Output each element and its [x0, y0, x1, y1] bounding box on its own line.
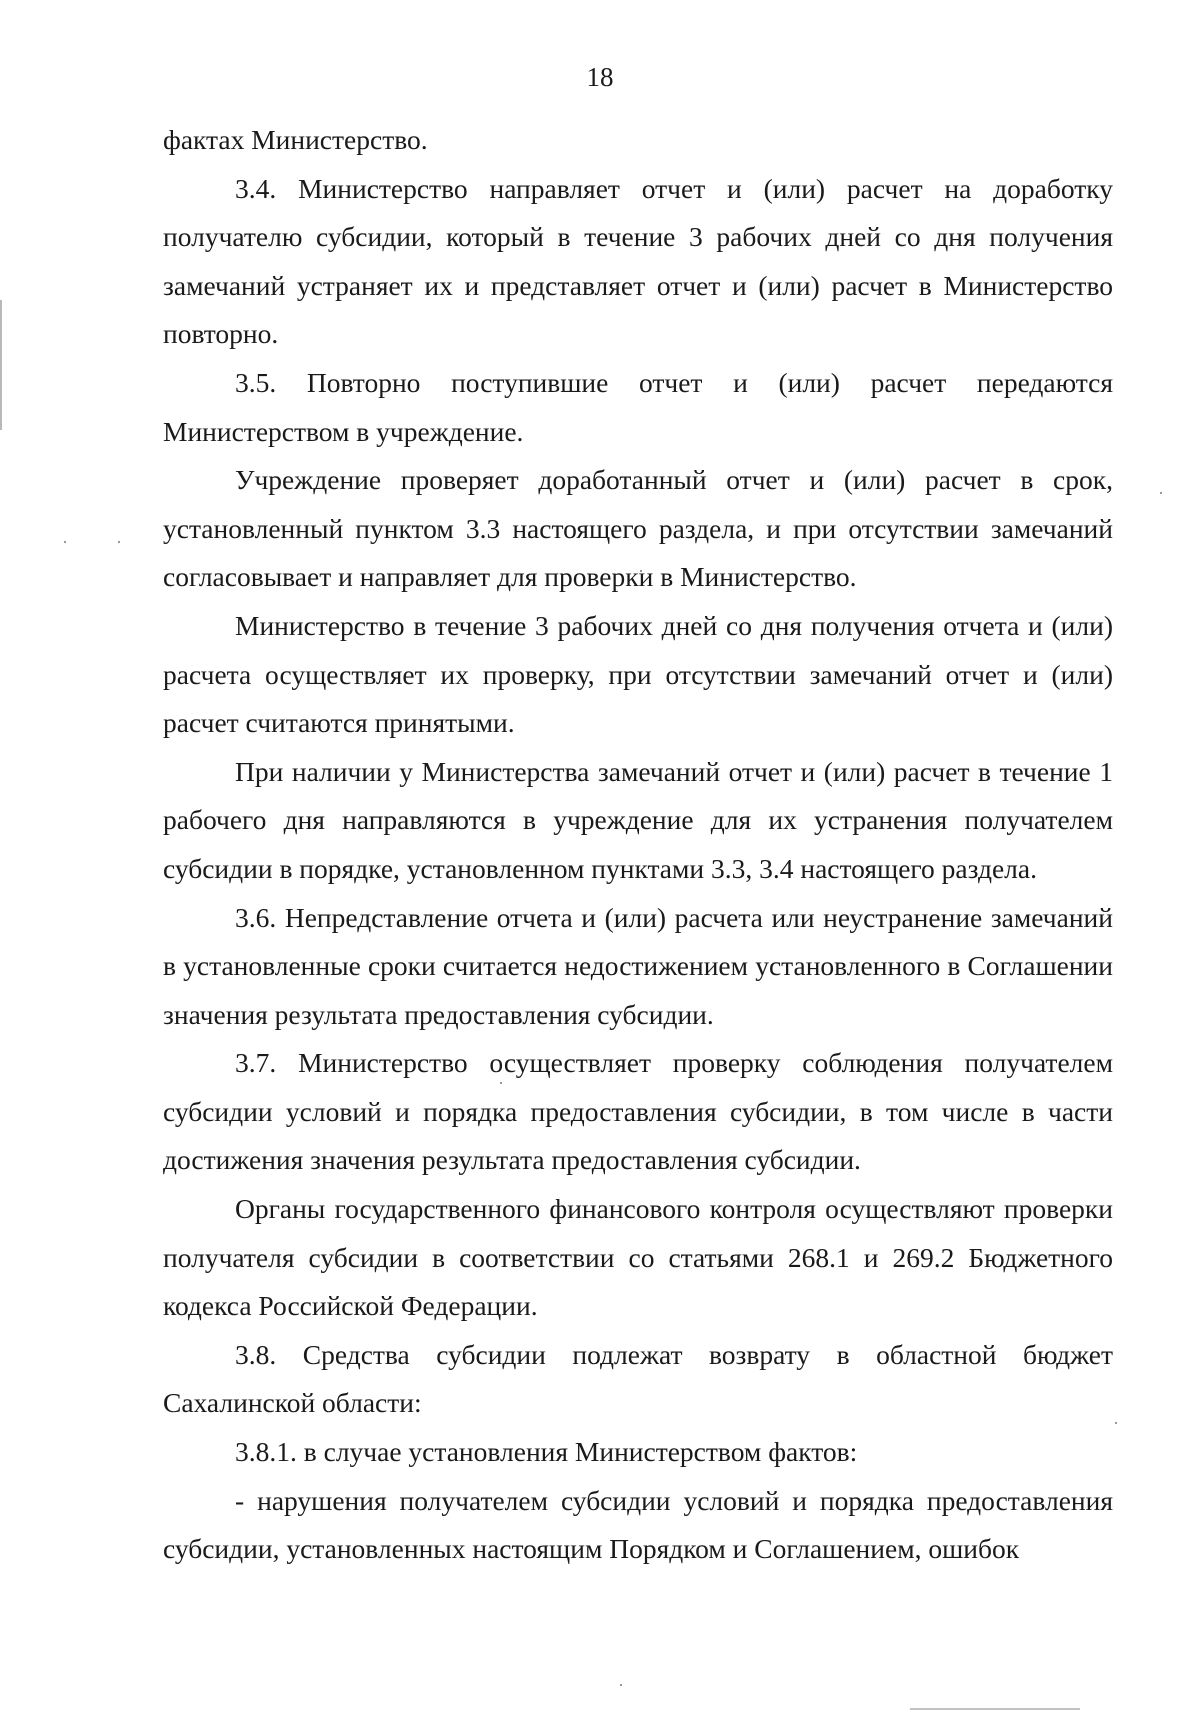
paragraph: Учреждение проверяет доработанный отчет и (или) расчет в срок, установленный пунктом 3.3 настоящего раздела, и при отсутствии замечаний согласовывает и направляет для проверки в Министерство. [163, 464, 1113, 593]
scan-edge-mark [910, 1708, 1080, 1710]
paragraph: 3.8.1. в случае установления Министерством фактов: [235, 1436, 858, 1468]
paragraph: 3.5. Повторно поступившие отчет и (или) расчет передаются Министерством в учреждение. [163, 366, 1113, 447]
scan-speck [118, 541, 120, 543]
page-number: 18 [586, 62, 614, 92]
scan-speck [1115, 1422, 1117, 1424]
paragraph: 3.7. Министерство осуществляет проверку соблюдения получателем субсидии условий и порядка предоставления субсидии, в том числе в части достижения значения результата предоставления субсидии. [163, 1047, 1113, 1176]
paragraph: фактах Министерство. [163, 124, 428, 155]
scan-speck [64, 541, 66, 543]
scan-speck [620, 1684, 622, 1686]
scan-edge-mark [0, 300, 2, 430]
paragraph: Органы государственного финансового контроля осуществляют проверки получателя субсидии в соответствии со статьями 268.1 и 269.2 Бюджетного кодекса Российской Федерации. [163, 1193, 1113, 1322]
paragraph: 3.8. Средства субсидии подлежат возврату в областной бюджет Сахалинской области: [163, 1338, 1113, 1419]
paragraph: При наличии у Министерства замечаний отчет и (или) расчет в течение 1 рабочего дня направляются в учреждение для их устранения получателем субсидии в порядке, установленном пунктами 3.3, 3.4 настоящего раздела. [163, 755, 1113, 884]
paragraph: 3.6. Непредставление отчета и (или) расчета или неустранение замечаний в установленные сроки считается недостижением установленного в Соглашении значения результата предоставления субсидии. [163, 901, 1113, 1030]
paragraph: 3.4. Министерство направляет отчет и (или) расчет на доработку получателю субсидии, который в течение 3 рабочих дней со дня получения замечаний устраняет их и представляет отчет и (или) расчет в Министерство повторно. [163, 172, 1113, 350]
paragraph: - нарушения получателем субсидии условий и порядка предоставления субсидии, установленных настоящим Порядком и Соглашением, ошибок [163, 1484, 1113, 1565]
scan-speck [1160, 492, 1162, 494]
paragraph: Министерство в течение 3 рабочих дней со дня получения отчета и (или) расчета осуществляет их проверку, при отсутствии замечаний отчет и (или) расчет считаются принятыми. [163, 609, 1113, 739]
document-body [163, 116, 1113, 1574]
